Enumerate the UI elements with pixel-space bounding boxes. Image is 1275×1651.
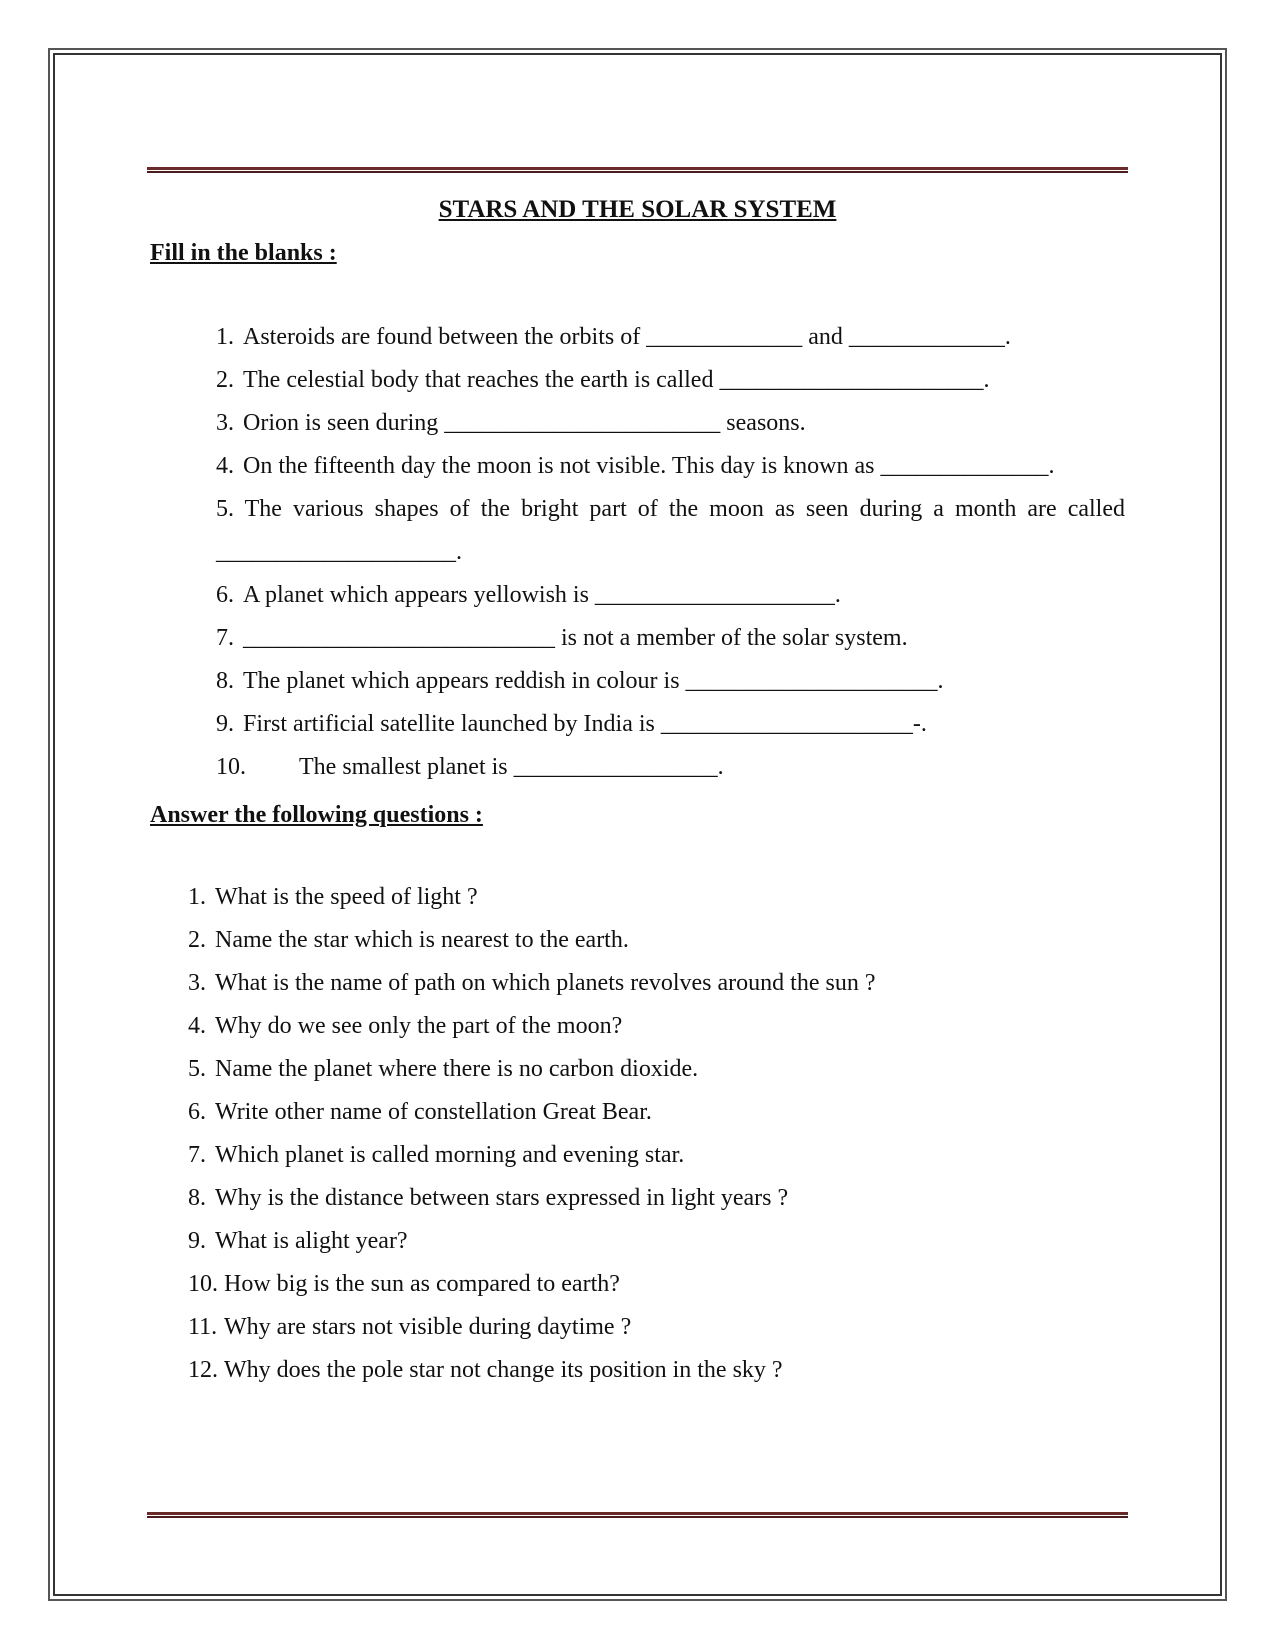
fill-item-number: 9. <box>216 711 234 737</box>
question-text: Why is the distance between stars expressed in light years ? <box>215 1185 789 1211</box>
fill-item-text: On the fifteenth day the moon is not visible. This day is known as ______________. <box>243 453 1055 479</box>
question-number: 12. <box>188 1357 218 1383</box>
fill-item-text: First artificial satellite launched by India is _____________________-. <box>243 711 927 737</box>
question-text: Why do we see only the part of the moon? <box>215 1013 623 1039</box>
question-number: 7. <box>188 1142 206 1168</box>
page-title: STARS AND THE SOLAR SYSTEM <box>438 196 837 223</box>
question-text: What is the name of path on which planets revolves around the sun ? <box>215 970 876 996</box>
bottom-rule <box>147 1512 1128 1518</box>
fill-item-number: 10. <box>216 754 246 780</box>
fill-item-number: 3. <box>216 410 234 436</box>
fill-blanks-heading: Fill in the blanks : <box>150 240 337 266</box>
question-text: What is alight year? <box>215 1228 408 1254</box>
question-number: 1. <box>188 884 206 910</box>
fill-item-number: 2. <box>216 367 234 393</box>
answer-questions-heading: Answer the following questions : <box>150 802 483 828</box>
question-number: 9. <box>188 1228 206 1254</box>
fill-item-text: Orion is seen during _______________________ seasons. <box>243 410 806 436</box>
fill-item-text: Asteroids are found between the orbits of _____________ and _____________. <box>243 324 1011 350</box>
fill-item-number: 8. <box>216 668 234 694</box>
question-text: Name the star which is nearest to the earth. <box>215 927 629 953</box>
question-number: 4. <box>188 1013 206 1039</box>
question-text: How big is the sun as compared to earth? <box>224 1271 620 1297</box>
question-text: Which planet is called morning and evening star. <box>215 1142 685 1168</box>
fill-item-number: 5. <box>216 496 234 522</box>
fill-item-text: The various shapes of the bright part of the moon as seen during a month are called <box>244 496 1125 522</box>
top-rule <box>147 167 1128 173</box>
fill-item-number: 7. <box>216 625 234 651</box>
fill-item-number: 6. <box>216 582 234 608</box>
question-text: Name the planet where there is no carbon dioxide. <box>215 1056 699 1082</box>
question-number: 3. <box>188 970 206 996</box>
fill-item-text: The smallest planet is _________________. <box>299 754 724 780</box>
question-text: Write other name of constellation Great Bear. <box>215 1099 652 1125</box>
question-text: Why does the pole star not change its position in the sky ? <box>224 1357 783 1383</box>
question-text: What is the speed of light ? <box>215 884 478 910</box>
fill-item-continuation: ____________________. <box>216 539 462 565</box>
question-number: 2. <box>188 927 206 953</box>
question-number: 8. <box>188 1185 206 1211</box>
fill-item-number: 1. <box>216 324 234 350</box>
question-number: 11. <box>188 1314 218 1340</box>
question-number: 5. <box>188 1056 206 1082</box>
fill-item <box>216 496 1125 523</box>
question-number: 10. <box>188 1271 218 1297</box>
fill-item-text: The celestial body that reaches the earth is called ______________________. <box>243 367 990 393</box>
fill-item-text: The planet which appears reddish in colour is _____________________. <box>243 668 944 694</box>
fill-item-number: 4. <box>216 453 234 479</box>
question-number: 6. <box>188 1099 206 1125</box>
question-text: Why are stars not visible during daytime ? <box>224 1314 632 1340</box>
fill-item-text: A planet which appears yellowish is ____________________. <box>243 582 841 608</box>
fill-item-text: __________________________ is not a member of the solar system. <box>243 625 908 651</box>
